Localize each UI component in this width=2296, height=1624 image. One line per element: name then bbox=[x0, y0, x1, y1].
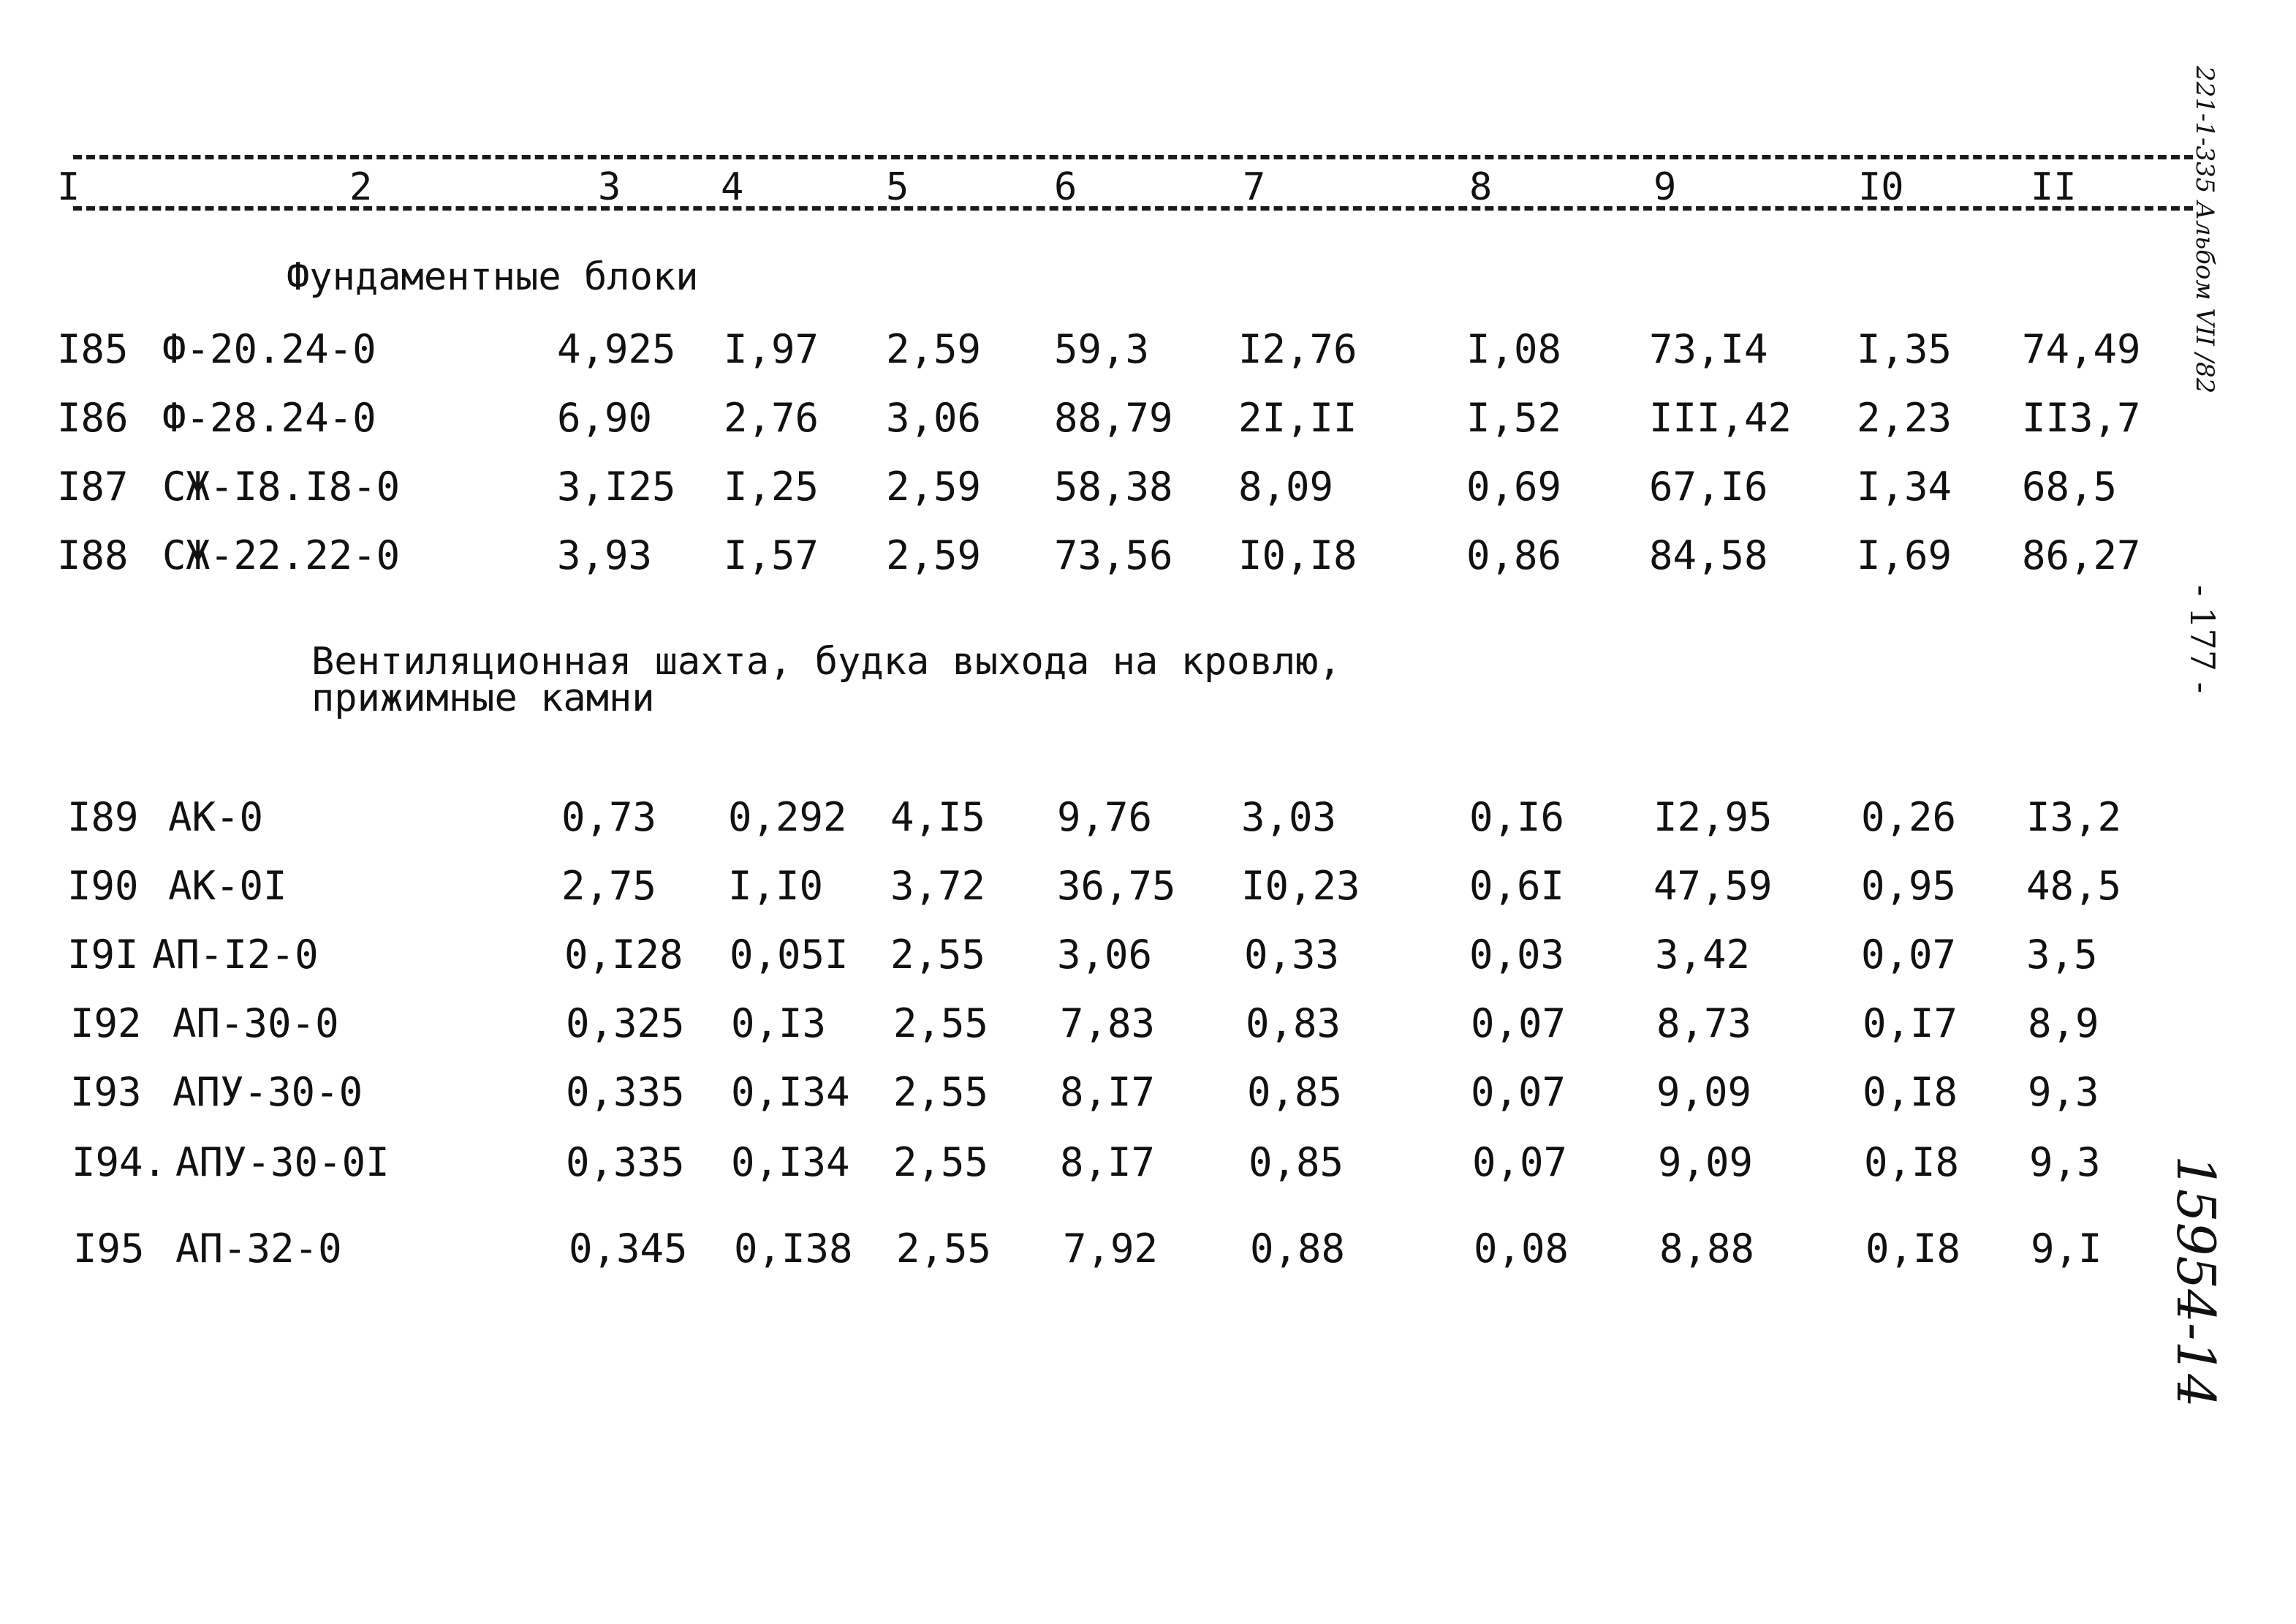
cell-col-9: 3,42 bbox=[1655, 932, 1751, 978]
cell-col-7: 2I,II bbox=[1238, 395, 1357, 441]
cell-col-10: 0,07 bbox=[1861, 932, 1957, 978]
cell-col-6: 58,38 bbox=[1054, 464, 1173, 510]
cell-col-5: 3,06 bbox=[886, 395, 982, 441]
section-title-ventilation-shaft-line-2: прижимные камни bbox=[311, 676, 655, 720]
cell-col-7: I0,I8 bbox=[1238, 532, 1357, 578]
row-number: I95 bbox=[73, 1225, 145, 1272]
cell-col-5: 2,55 bbox=[893, 1000, 989, 1046]
cell-col-4: I,25 bbox=[724, 464, 819, 510]
row-number: I88 bbox=[57, 532, 129, 578]
cell-col-11: 9,3 bbox=[2028, 1069, 2099, 1115]
cell-col-6: 8,I7 bbox=[1060, 1069, 1156, 1115]
table-row bbox=[0, 1225, 2193, 1272]
cell-col-7: I2,76 bbox=[1238, 326, 1357, 372]
cell-col-10: 0,I8 bbox=[1864, 1139, 1960, 1185]
cell-col-5: 2,55 bbox=[896, 1225, 992, 1272]
cell-col-7: 8,09 bbox=[1238, 464, 1334, 510]
cell-col-8: 0,07 bbox=[1472, 1139, 1568, 1185]
row-mark: Ф-20.24-0 bbox=[162, 326, 376, 372]
column-header-9: 9 bbox=[1653, 165, 1677, 209]
cell-col-6: 7,92 bbox=[1063, 1225, 1159, 1272]
column-header-8: 8 bbox=[1469, 165, 1493, 209]
cell-col-5: 2,55 bbox=[893, 1139, 989, 1185]
cell-col-8: 0,07 bbox=[1471, 1000, 1566, 1046]
cell-col-10: I,69 bbox=[1857, 532, 1952, 578]
cell-col-7: 0,33 bbox=[1244, 932, 1340, 978]
cell-col-8: 0,86 bbox=[1466, 532, 1562, 578]
document-number: 15954-14 bbox=[2165, 1155, 2227, 1408]
cell-col-8: I,52 bbox=[1466, 395, 1562, 441]
column-header-10: I0 bbox=[1858, 165, 1904, 209]
page-number: - 177 - bbox=[2183, 585, 2222, 694]
cell-col-3: 2,75 bbox=[561, 863, 657, 909]
cell-col-4: 0,292 bbox=[728, 794, 847, 840]
cell-col-7: 0,83 bbox=[1246, 1000, 1341, 1046]
row-mark: АП-32-0 bbox=[175, 1225, 342, 1272]
cell-col-9: III,42 bbox=[1649, 395, 1792, 441]
cell-col-4: 0,I34 bbox=[731, 1069, 850, 1115]
cell-col-3: 0,335 bbox=[566, 1139, 685, 1185]
cell-col-3: 0,325 bbox=[566, 1000, 685, 1046]
cell-col-7: I0,23 bbox=[1241, 863, 1360, 909]
row-mark: АК-0I bbox=[168, 863, 287, 909]
cell-col-11: 86,27 bbox=[2022, 532, 2141, 578]
column-header-6: 6 bbox=[1054, 165, 1077, 209]
cell-col-4: 0,05I bbox=[730, 932, 849, 978]
section-title-foundation-blocks: Фундаментные блоки bbox=[287, 255, 699, 299]
cell-col-4: I,I0 bbox=[728, 863, 824, 909]
cell-col-9: 9,09 bbox=[1656, 1069, 1752, 1115]
row-mark: АП-I2-0 bbox=[152, 932, 319, 978]
table-row bbox=[0, 863, 2193, 910]
cell-col-6: 9,76 bbox=[1057, 794, 1153, 840]
cell-col-11: 9,3 bbox=[2029, 1139, 2101, 1185]
section-title-ventilation-shaft-line-1: Вентиляционная шахта, будка выхода на кровлю, bbox=[311, 640, 1341, 684]
cell-col-8: 0,6I bbox=[1469, 863, 1565, 909]
row-number: I89 bbox=[67, 794, 139, 840]
cell-col-4: 0,I3 bbox=[731, 1000, 827, 1046]
cell-col-3: 0,345 bbox=[569, 1225, 688, 1272]
cell-col-7: 3,03 bbox=[1241, 794, 1337, 840]
cell-col-7: 0,85 bbox=[1249, 1139, 1344, 1185]
row-mark: СЖ-22.22-0 bbox=[162, 532, 401, 578]
cell-col-3: 3,I25 bbox=[557, 464, 676, 510]
cell-col-9: 73,I4 bbox=[1649, 326, 1768, 372]
cell-col-8: 0,I6 bbox=[1469, 794, 1565, 840]
table-row bbox=[0, 1000, 2193, 1047]
cell-col-11: 48,5 bbox=[2026, 863, 2122, 909]
cell-col-8: 0,08 bbox=[1474, 1225, 1569, 1272]
cell-col-9: I2,95 bbox=[1653, 794, 1773, 840]
cell-col-6: 8,I7 bbox=[1060, 1139, 1156, 1185]
cell-col-10: 0,I8 bbox=[1865, 1225, 1961, 1272]
cell-col-4: 2,76 bbox=[724, 395, 819, 441]
cell-col-10: 0,I8 bbox=[1863, 1069, 1958, 1115]
table-row bbox=[0, 1069, 2193, 1116]
table-row bbox=[0, 532, 2193, 579]
cell-col-4: I,97 bbox=[724, 326, 819, 372]
cell-col-5: 4,I5 bbox=[890, 794, 986, 840]
cell-col-10: 0,26 bbox=[1861, 794, 1957, 840]
table-row bbox=[0, 932, 2193, 978]
row-number: I9I bbox=[67, 932, 139, 978]
cell-col-11: 9,I bbox=[2031, 1225, 2102, 1272]
cell-col-8: 0,03 bbox=[1469, 932, 1565, 978]
cell-col-11: 8,9 bbox=[2028, 1000, 2099, 1046]
cell-col-9: 9,09 bbox=[1658, 1139, 1754, 1185]
cell-col-3: 0,73 bbox=[561, 794, 657, 840]
row-mark: Ф-28.24-0 bbox=[162, 395, 376, 441]
row-number: I87 bbox=[57, 464, 129, 510]
cell-col-7: 0,85 bbox=[1247, 1069, 1343, 1115]
cell-col-11: II3,7 bbox=[2022, 395, 2141, 441]
table-row bbox=[0, 326, 2193, 373]
cell-col-4: 0,I38 bbox=[734, 1225, 853, 1272]
cell-col-3: 0,335 bbox=[566, 1069, 685, 1115]
cell-col-8: 0,69 bbox=[1466, 464, 1562, 510]
column-header-11: II bbox=[2031, 165, 2077, 209]
series-note: 221-1-335 Альбом VII /82 bbox=[2190, 66, 2219, 394]
column-header-5: 5 bbox=[886, 165, 909, 209]
cell-col-9: 8,88 bbox=[1659, 1225, 1755, 1272]
column-header-1: I bbox=[57, 165, 80, 209]
cell-col-10: I,35 bbox=[1857, 326, 1952, 372]
row-mark: АПУ-30-0I bbox=[175, 1139, 390, 1185]
header-top-rule bbox=[73, 155, 2193, 159]
cell-col-8: 0,07 bbox=[1471, 1069, 1566, 1115]
cell-col-10: I,34 bbox=[1857, 464, 1952, 510]
cell-col-5: 2,59 bbox=[886, 532, 982, 578]
row-mark: АП-30-0 bbox=[173, 1000, 339, 1046]
cell-col-9: 8,73 bbox=[1656, 1000, 1752, 1046]
row-mark: АК-0 bbox=[168, 794, 264, 840]
cell-col-10: 0,95 bbox=[1861, 863, 1957, 909]
table-row bbox=[0, 464, 2193, 510]
cell-col-5: 3,72 bbox=[890, 863, 986, 909]
cell-col-6: 88,79 bbox=[1054, 395, 1173, 441]
column-header-4: 4 bbox=[721, 165, 744, 209]
row-number: I92 bbox=[70, 1000, 142, 1046]
cell-col-9: 67,I6 bbox=[1649, 464, 1768, 510]
cell-col-4: I,57 bbox=[724, 532, 819, 578]
column-header-7: 7 bbox=[1243, 165, 1266, 209]
cell-col-9: 84,58 bbox=[1649, 532, 1768, 578]
cell-col-6: 73,56 bbox=[1054, 532, 1173, 578]
cell-col-4: 0,I34 bbox=[731, 1139, 850, 1185]
row-number: I85 bbox=[57, 326, 129, 372]
row-number: I93 bbox=[70, 1069, 142, 1115]
cell-col-6: 7,83 bbox=[1060, 1000, 1156, 1046]
row-mark: СЖ-I8.I8-0 bbox=[162, 464, 401, 510]
cell-col-3: 6,90 bbox=[557, 395, 653, 441]
column-header-2: 2 bbox=[349, 165, 373, 209]
cell-col-9: 47,59 bbox=[1653, 863, 1773, 909]
cell-col-5: 2,55 bbox=[893, 1069, 989, 1115]
cell-col-11: 3,5 bbox=[2026, 932, 2098, 978]
cell-col-7: 0,88 bbox=[1250, 1225, 1346, 1272]
cell-col-6: 36,75 bbox=[1057, 863, 1176, 909]
cell-col-5: 2,59 bbox=[886, 464, 982, 510]
cell-col-3: 0,I28 bbox=[564, 932, 683, 978]
row-number: I90 bbox=[67, 863, 139, 909]
cell-col-5: 2,55 bbox=[890, 932, 986, 978]
cell-col-8: I,08 bbox=[1466, 326, 1562, 372]
table-row bbox=[0, 1139, 2193, 1186]
row-mark: АПУ-30-0 bbox=[173, 1069, 363, 1115]
cell-col-6: 3,06 bbox=[1057, 932, 1153, 978]
table-row bbox=[0, 395, 2193, 442]
cell-col-10: 2,23 bbox=[1857, 395, 1952, 441]
cell-col-11: I3,2 bbox=[2026, 794, 2122, 840]
cell-col-3: 4,925 bbox=[557, 326, 676, 372]
column-header-3: 3 bbox=[598, 165, 621, 209]
table-row bbox=[0, 794, 2193, 841]
cell-col-10: 0,I7 bbox=[1863, 1000, 1958, 1046]
row-number: I86 bbox=[57, 395, 129, 441]
cell-col-11: 68,5 bbox=[2022, 464, 2118, 510]
cell-col-5: 2,59 bbox=[886, 326, 982, 372]
cell-col-11: 74,49 bbox=[2022, 326, 2141, 372]
cell-col-3: 3,93 bbox=[557, 532, 653, 578]
cell-col-6: 59,3 bbox=[1054, 326, 1150, 372]
row-number: I94. bbox=[72, 1139, 167, 1185]
